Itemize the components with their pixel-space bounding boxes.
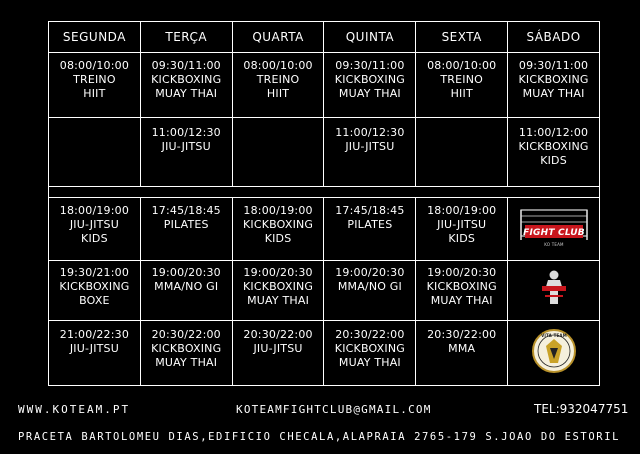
class-cell bbox=[49, 260, 141, 321]
class-time: 20:30/22:00 bbox=[335, 328, 405, 342]
class-cell bbox=[49, 197, 141, 260]
class-name: KICKBOXING bbox=[59, 279, 130, 293]
class-name: TREINO bbox=[256, 72, 300, 86]
class-cell bbox=[49, 52, 141, 117]
class-name: TREINO bbox=[73, 72, 116, 86]
class-name: KICKBOXING bbox=[151, 342, 222, 356]
class-name: KIDS bbox=[264, 231, 292, 245]
class-time: 19:00/20:30 bbox=[427, 265, 497, 279]
email-link[interactable]: KOTEAMFIGHTCLUB@GMAIL.COM bbox=[236, 403, 432, 416]
schedule-row bbox=[49, 260, 600, 321]
class-name: TREINO bbox=[440, 72, 484, 86]
class-cell bbox=[416, 52, 508, 117]
day-header: SEXTA bbox=[416, 22, 508, 53]
class-name: MUAY THAI bbox=[338, 86, 401, 100]
class-name: HIIT bbox=[450, 86, 473, 100]
class-name: JIU-JITSU bbox=[345, 139, 395, 153]
schedule-table bbox=[48, 21, 600, 386]
class-time: 20:30/22:00 bbox=[243, 328, 313, 342]
website-link[interactable]: WWW.KOTEAM.PT bbox=[18, 403, 131, 416]
class-name: KIDS bbox=[540, 153, 567, 167]
class-name: JIU-JITSU bbox=[69, 342, 119, 356]
class-cell bbox=[416, 197, 508, 260]
class-cell bbox=[232, 260, 324, 321]
fighter-logo-cell bbox=[508, 260, 600, 321]
day-header: QUARTA bbox=[232, 22, 324, 53]
fight-club-logo bbox=[517, 206, 591, 248]
class-cell bbox=[140, 321, 232, 386]
class-time: 18:00/19:00 bbox=[243, 203, 313, 217]
class-name: MUAY THAI bbox=[155, 86, 218, 100]
class-time: 20:30/22:00 bbox=[427, 328, 497, 342]
class-cell bbox=[232, 321, 324, 386]
class-name: KICKBOXING bbox=[242, 217, 314, 231]
vita-team-logo bbox=[531, 328, 577, 374]
class-time: 18:00/19:00 bbox=[427, 203, 497, 217]
empty-cell bbox=[232, 117, 324, 186]
class-cell bbox=[140, 117, 232, 186]
vita-team-title: VITA TEAM bbox=[540, 333, 567, 339]
class-cell bbox=[232, 52, 324, 117]
class-cell bbox=[49, 321, 141, 386]
day-header: TERÇA bbox=[140, 22, 232, 53]
class-time: 08:00/10:00 bbox=[59, 58, 130, 72]
class-name: KICKBOXING bbox=[518, 139, 589, 153]
schedule-row bbox=[49, 52, 600, 117]
separator bbox=[49, 186, 600, 197]
class-name: MUAY THAI bbox=[338, 356, 401, 370]
class-name: KICKBOXING bbox=[334, 342, 405, 356]
class-name: MUAY THAI bbox=[247, 293, 310, 307]
class-name: MMA bbox=[448, 342, 476, 356]
class-time: 17:45/18:45 bbox=[335, 203, 405, 217]
separator-row bbox=[49, 186, 600, 197]
class-name: JIU-JITSU bbox=[161, 139, 211, 153]
class-cell bbox=[324, 321, 416, 386]
class-time: 08:00/10:00 bbox=[427, 58, 497, 72]
fighter-silhouette-icon bbox=[539, 268, 569, 308]
day-header: QUINTA bbox=[324, 22, 416, 53]
class-time: 11:00/12:00 bbox=[518, 125, 589, 139]
class-name: PILATES bbox=[163, 217, 209, 231]
class-time: 17:45/18:45 bbox=[151, 203, 221, 217]
class-name: KICKBOXING bbox=[426, 279, 497, 293]
class-time: 09:30/11:00 bbox=[151, 58, 221, 72]
class-name: MUAY THAI bbox=[522, 86, 585, 100]
class-time: 11:00/12:30 bbox=[151, 125, 221, 139]
class-time: 19:00/20:30 bbox=[151, 265, 221, 279]
class-name: KICKBOXING bbox=[334, 72, 405, 86]
class-cell bbox=[416, 260, 508, 321]
class-cell bbox=[324, 197, 416, 260]
fight-club-sub: KO TEAM bbox=[543, 241, 564, 247]
class-name: JIU-JITSU bbox=[69, 217, 119, 231]
class-name: HIIT bbox=[83, 86, 106, 100]
address-text: PRACETA BARTOLOMEU DIAS,EDIFICIO CHECALA,ALAPRAIA 2765-179 S.JOAO DO ESTORIL bbox=[18, 431, 621, 443]
class-cell bbox=[324, 117, 416, 186]
class-name: KICKBOXING bbox=[151, 72, 222, 86]
class-cell bbox=[140, 52, 232, 117]
class-name: MMA/NO GI bbox=[337, 279, 402, 293]
class-name: KIDS bbox=[448, 231, 476, 245]
day-header: SEGUNDA bbox=[49, 22, 141, 53]
class-time: 08:00/10:00 bbox=[243, 58, 313, 72]
class-cell bbox=[232, 197, 324, 260]
class-time: 21:00/22:30 bbox=[59, 328, 130, 342]
class-time: 18:00/19:00 bbox=[59, 203, 130, 217]
vita-team-logo-cell bbox=[508, 321, 600, 386]
schedule-row bbox=[49, 117, 600, 186]
header-row bbox=[49, 22, 600, 53]
empty-cell bbox=[49, 117, 141, 186]
schedule-row bbox=[49, 197, 600, 260]
class-time: 19:00/20:30 bbox=[335, 265, 405, 279]
class-cell bbox=[416, 321, 508, 386]
empty-cell bbox=[416, 117, 508, 186]
fight-club-title: FIGHT CLUB bbox=[522, 227, 585, 238]
class-name: PILATES bbox=[347, 217, 393, 231]
class-time: 09:30/11:00 bbox=[518, 58, 589, 72]
class-time: 19:30/21:00 bbox=[59, 265, 130, 279]
class-cell bbox=[324, 260, 416, 321]
fight-club-logo-cell bbox=[508, 197, 600, 260]
class-name: JIU-JITSU bbox=[437, 217, 487, 231]
class-name: HIIT bbox=[266, 86, 290, 100]
class-name: MUAY THAI bbox=[430, 293, 493, 307]
class-cell bbox=[508, 117, 600, 186]
phone-number: TEL:932047751 bbox=[534, 402, 629, 416]
class-time: 19:00/20:30 bbox=[243, 265, 313, 279]
class-cell bbox=[324, 52, 416, 117]
class-time: 09:30/11:00 bbox=[335, 58, 405, 72]
class-name: JIU-JITSU bbox=[253, 342, 303, 356]
class-name: KICKBOXING bbox=[518, 72, 589, 86]
class-name: KIDS bbox=[81, 231, 108, 245]
class-name: MUAY THAI bbox=[155, 356, 218, 370]
day-header: SÁBADO bbox=[508, 22, 600, 53]
class-name: MMA/NO GI bbox=[154, 279, 219, 293]
class-name: KICKBOXING bbox=[242, 279, 314, 293]
class-cell bbox=[140, 197, 232, 260]
class-cell bbox=[508, 52, 600, 117]
schedule-row bbox=[49, 321, 600, 386]
class-time: 11:00/12:30 bbox=[335, 125, 405, 139]
class-time: 20:30/22:00 bbox=[151, 328, 221, 342]
class-name: BOXE bbox=[79, 293, 110, 307]
class-cell bbox=[140, 260, 232, 321]
